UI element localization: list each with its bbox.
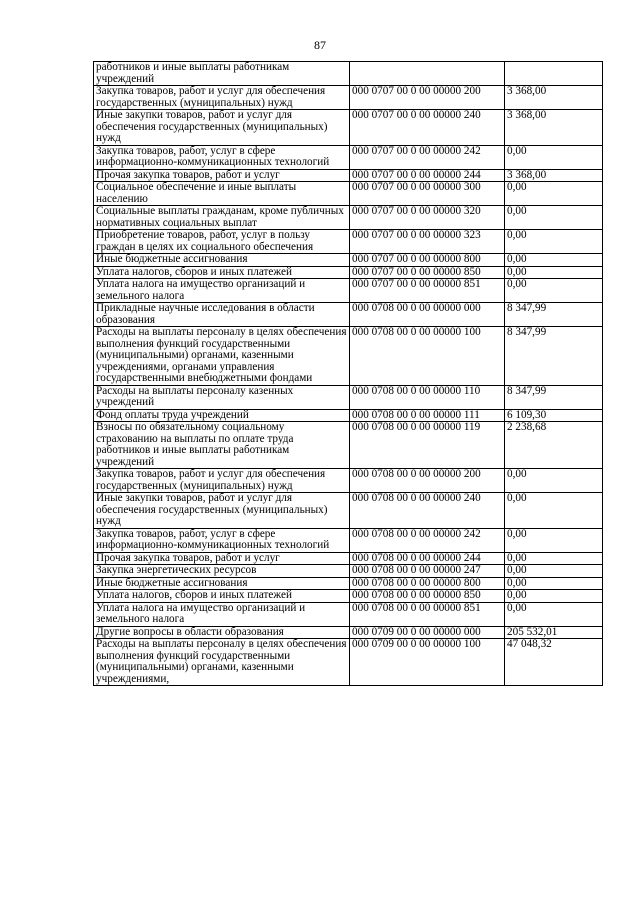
row-amount-cell: 0,00	[505, 577, 603, 590]
row-code-cell	[350, 62, 505, 86]
row-amount-cell: 0,00	[505, 528, 603, 552]
table-row	[94, 565, 603, 578]
row-name-cell: Иные закупки товаров, работ и услуг для обеспечения государственных (муниципальных) нужд	[94, 110, 350, 146]
row-code-cell: 000 0708 00 0 00 00000 800	[350, 577, 505, 590]
budget-table	[93, 61, 603, 686]
table-row	[94, 493, 603, 529]
row-amount-cell: 0,00	[505, 279, 603, 303]
row-code-cell: 000 0708 00 0 00 00000 244	[350, 552, 505, 565]
table-row	[94, 469, 603, 493]
table-row	[94, 169, 603, 182]
row-name-cell: Закупка товаров, работ и услуг для обеспечения государственных (муниципальных) нужд	[94, 86, 350, 110]
row-amount-cell: 0,00	[505, 493, 603, 529]
row-name-cell: Уплата налогов, сборов и иных платежей	[94, 266, 350, 279]
row-amount-cell: 0,00	[505, 552, 603, 565]
row-amount-cell: 0,00	[505, 206, 603, 230]
row-name-cell: Прочая закупка товаров, работ и услуг	[94, 552, 350, 565]
table-row	[94, 230, 603, 254]
row-amount-cell: 205 532,01	[505, 626, 603, 639]
row-code-cell: 000 0708 00 0 00 00000 247	[350, 565, 505, 578]
row-code-cell: 000 0707 00 0 00 00000 320	[350, 206, 505, 230]
table-row	[94, 279, 603, 303]
row-name-cell: Закупка товаров, работ и услуг для обеспечения государственных (муниципальных) нужд	[94, 469, 350, 493]
table-row	[94, 145, 603, 169]
row-name-cell: Прикладные научные исследования в области образования	[94, 303, 350, 327]
row-code-cell: 000 0708 00 0 00 00000 851	[350, 602, 505, 626]
row-amount-cell: 2 238,68	[505, 422, 603, 469]
table-row	[94, 303, 603, 327]
table-row	[94, 602, 603, 626]
row-code-cell: 000 0708 00 0 00 00000 850	[350, 590, 505, 603]
row-code-cell: 000 0707 00 0 00 00000 244	[350, 169, 505, 182]
row-code-cell: 000 0708 00 0 00 00000 119	[350, 422, 505, 469]
row-code-cell: 000 0709 00 0 00 00000 000	[350, 626, 505, 639]
row-code-cell: 000 0707 00 0 00 00000 300	[350, 182, 505, 206]
row-amount-cell: 3 368,00	[505, 86, 603, 110]
table-row	[94, 62, 603, 86]
table-row	[94, 590, 603, 603]
table-row	[94, 552, 603, 565]
table-row	[94, 254, 603, 267]
row-name-cell: Уплата налога на имущество организаций и земельного налога	[94, 602, 350, 626]
table-row	[94, 626, 603, 639]
row-name-cell: Взносы по обязательному социальному страхованию на выплаты по оплате труда работников и иные выплаты работникам учреждений	[94, 422, 350, 469]
row-code-cell: 000 0709 00 0 00 00000 100	[350, 639, 505, 686]
row-name-cell: Приобретение товаров, работ, услуг в пользу граждан в целях их социального обеспечения	[94, 230, 350, 254]
row-name-cell: работников и иные выплаты работникам учреждений	[94, 62, 350, 86]
row-name-cell: Прочая закупка товаров, работ и услуг	[94, 169, 350, 182]
table-row	[94, 266, 603, 279]
table-row	[94, 110, 603, 146]
row-code-cell: 000 0707 00 0 00 00000 200	[350, 86, 505, 110]
row-amount-cell: 0,00	[505, 145, 603, 169]
row-code-cell: 000 0708 00 0 00 00000 110	[350, 385, 505, 409]
row-amount-cell: 0,00	[505, 602, 603, 626]
table-row	[94, 639, 603, 686]
row-name-cell: Иные закупки товаров, работ и услуг для обеспечения государственных (муниципальных) нужд	[94, 493, 350, 529]
row-amount-cell: 47 048,32	[505, 639, 603, 686]
row-amount-cell: 0,00	[505, 230, 603, 254]
table-row	[94, 385, 603, 409]
row-name-cell: Расходы на выплаты персоналу в целях обеспечения выполнения функций государственными (муниципальными) органами, казенными учреждениями, органами управления государственными внебюджетными фондами	[94, 327, 350, 386]
row-name-cell: Социальное обеспечение и иные выплаты населению	[94, 182, 350, 206]
row-amount-cell: 8 347,99	[505, 303, 603, 327]
row-amount-cell: 0,00	[505, 266, 603, 279]
table-row	[94, 409, 603, 422]
row-name-cell: Другие вопросы в области образования	[94, 626, 350, 639]
table-row	[94, 206, 603, 230]
table-row	[94, 182, 603, 206]
row-amount-cell	[505, 62, 603, 86]
row-name-cell: Иные бюджетные ассигнования	[94, 577, 350, 590]
row-amount-cell: 0,00	[505, 590, 603, 603]
row-code-cell: 000 0708 00 0 00 00000 240	[350, 493, 505, 529]
row-code-cell: 000 0708 00 0 00 00000 100	[350, 327, 505, 386]
page-number: 87	[314, 38, 326, 52]
row-amount-cell: 0,00	[505, 182, 603, 206]
row-code-cell: 000 0708 00 0 00 00000 200	[350, 469, 505, 493]
row-amount-cell: 0,00	[505, 565, 603, 578]
row-code-cell: 000 0707 00 0 00 00000 242	[350, 145, 505, 169]
table-row	[94, 86, 603, 110]
row-name-cell: Расходы на выплаты персоналу казенных учреждений	[94, 385, 350, 409]
row-code-cell: 000 0707 00 0 00 00000 850	[350, 266, 505, 279]
row-amount-cell: 8 347,99	[505, 385, 603, 409]
row-name-cell: Уплата налога на имущество организаций и земельного налога	[94, 279, 350, 303]
row-amount-cell: 0,00	[505, 469, 603, 493]
row-amount-cell: 3 368,00	[505, 169, 603, 182]
row-code-cell: 000 0707 00 0 00 00000 800	[350, 254, 505, 267]
row-code-cell: 000 0708 00 0 00 00000 242	[350, 528, 505, 552]
row-name-cell: Социальные выплаты гражданам, кроме публичных нормативных социальных выплат	[94, 206, 350, 230]
table-row	[94, 577, 603, 590]
row-amount-cell: 8 347,99	[505, 327, 603, 386]
row-code-cell: 000 0707 00 0 00 00000 323	[350, 230, 505, 254]
row-amount-cell: 6 109,30	[505, 409, 603, 422]
row-name-cell: Закупка товаров, работ, услуг в сфере информационно-коммуникационных технологий	[94, 528, 350, 552]
table-row	[94, 327, 603, 386]
row-name-cell: Расходы на выплаты персоналу в целях обеспечения выполнения функций государственными (муниципальными) органами, казенными учреждениями,	[94, 639, 350, 686]
row-name-cell: Уплата налогов, сборов и иных платежей	[94, 590, 350, 603]
table-row	[94, 528, 603, 552]
row-code-cell: 000 0708 00 0 00 00000 000	[350, 303, 505, 327]
budget-table-body	[94, 62, 603, 686]
row-code-cell: 000 0707 00 0 00 00000 240	[350, 110, 505, 146]
row-name-cell: Фонд оплаты труда учреждений	[94, 409, 350, 422]
row-name-cell: Закупка товаров, работ, услуг в сфере информационно-коммуникационных технологий	[94, 145, 350, 169]
row-amount-cell: 0,00	[505, 254, 603, 267]
row-code-cell: 000 0708 00 0 00 00000 111	[350, 409, 505, 422]
row-name-cell: Закупка энергетических ресурсов	[94, 565, 350, 578]
row-code-cell: 000 0707 00 0 00 00000 851	[350, 279, 505, 303]
row-amount-cell: 3 368,00	[505, 110, 603, 146]
table-row	[94, 422, 603, 469]
row-name-cell: Иные бюджетные ассигнования	[94, 254, 350, 267]
